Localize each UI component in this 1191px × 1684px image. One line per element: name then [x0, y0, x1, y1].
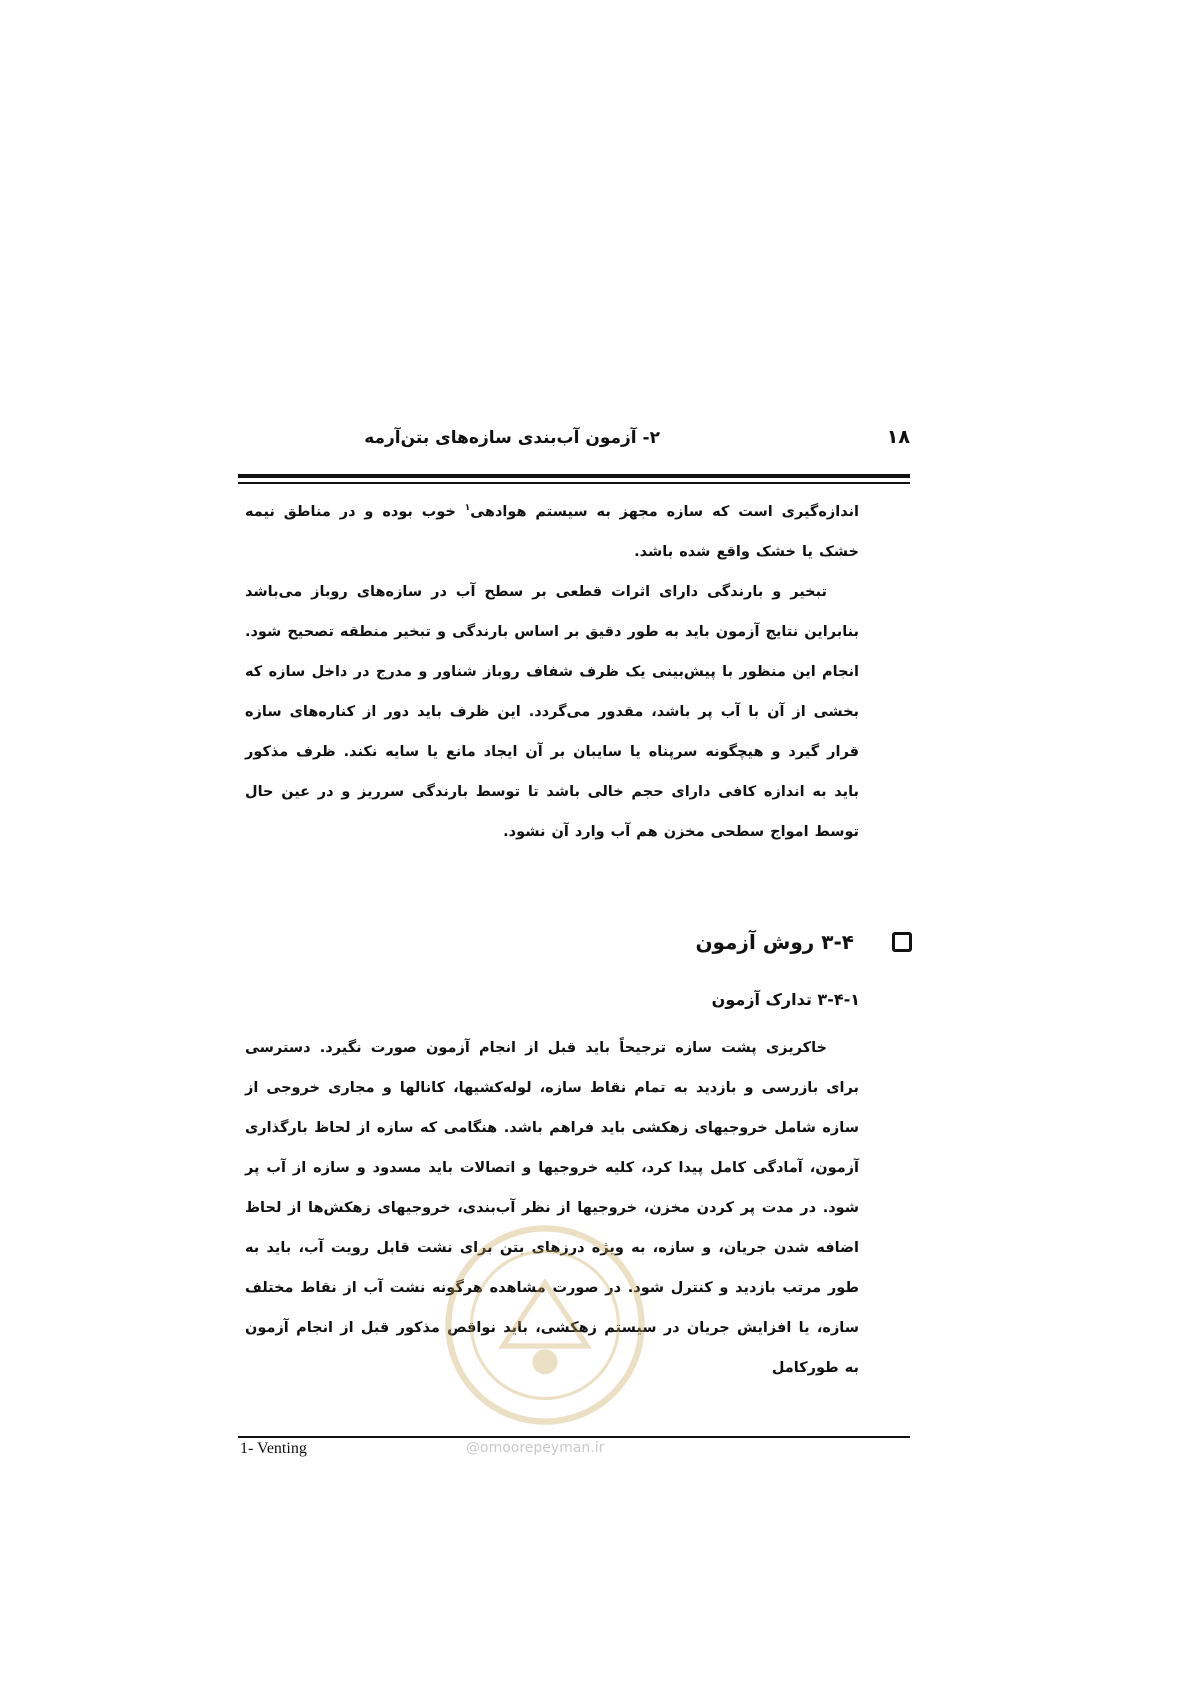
paragraph	[245, 572, 859, 852]
footnote-marker: ۱	[464, 503, 471, 513]
paragraph-text: خاکریزی پشت سازه ترجیحاً باید قبل از انجام آزمون صورت نگیرد. دسترسی برای بازرسی و بازدید به تمام نقاط سازه، لوله‌کشیها، کانالها و مجاری خروجی از سازه شامل خروجیهای زهکشی باید فراهم باشد. هنگامی که سازه از لحاظ بارگذاری آزمون، آمادگی کامل پیدا کرد، کلیه خروجیها و اتصالات باید مسدود و سازه از آب پر شود. در مدت پر کردن مخزن، خروجیها از نظر آب‌بندی، خروجیهای زهکش‌ها از لحاظ اضافه شدن جریان، و سازه، به ویژه درزهای بتن برای نشت قابل رویت آب، باید به طور مرتب بازدید و کنترل شود. در صورت مشاهده هرگونه نشت آب از نقاط مختلف سازه، یا افزایش جریان در سیستم زهکشی، باید نواقص مذکور قبل از انجام آزمون به طورکامل	[245, 1040, 859, 1376]
body-text-top	[245, 488, 859, 852]
paragraph	[245, 488, 859, 572]
watermark-text: @omoorepeyman.ir	[466, 1440, 605, 1456]
subsection-heading: ۳-۴-۱ تدارک آزمون	[711, 990, 860, 1009]
paragraph-text: اندازه‌گیری است که سازه مجهز به سیستم هوادهی$^۱$ خوب بوده و در مناطق نیمه خشک یا خشک واقع شده باشد.	[245, 503, 859, 560]
header-rule-thick	[238, 474, 910, 478]
section-heading-row	[292, 930, 912, 954]
paragraph-text: تبخیر و بارندگی دارای اثرات قطعی بر سطح آب در سازه‌های روباز می‌باشد بنابراین نتایج آزمون باید به طور دقیق بر اساس بارندگی و تبخیر منطقه تصحیح شود. انجام این منظور با پیش‌بینی یک ظرف شفاف روباز شناور و مدرج در داخل سازه که بخشی از آن با آب پر باشد، مقدور می‌گردد. این ظرف باید دور از کناره‌های سازه قرار گیرد و هیچگونه سرپناه یا سایبان بر آن ایجاد مانع یا سایه نکند. ظرف مذکور باید به اندازه کافی دارای حجم خالی باشد تا توسط بارندگی سرریز و در عین حال توسط امواج سطحی مخزن هم آب وارد آن نشود.	[244, 583, 859, 840]
footnote-rule	[238, 1436, 910, 1438]
body-text-bottom	[245, 1028, 859, 1388]
checkbox-square-icon	[892, 932, 912, 952]
paragraph	[245, 1028, 859, 1388]
section-heading: ۳-۴ روش آزمون	[695, 930, 854, 954]
page-number: ۱۸	[886, 426, 910, 448]
header-rule-thin	[238, 482, 910, 484]
running-header-title: ۲- آزمون آب‌بندی سازه‌های بتن‌آرمه	[364, 428, 660, 448]
footnote: 1- Venting	[240, 1440, 307, 1457]
